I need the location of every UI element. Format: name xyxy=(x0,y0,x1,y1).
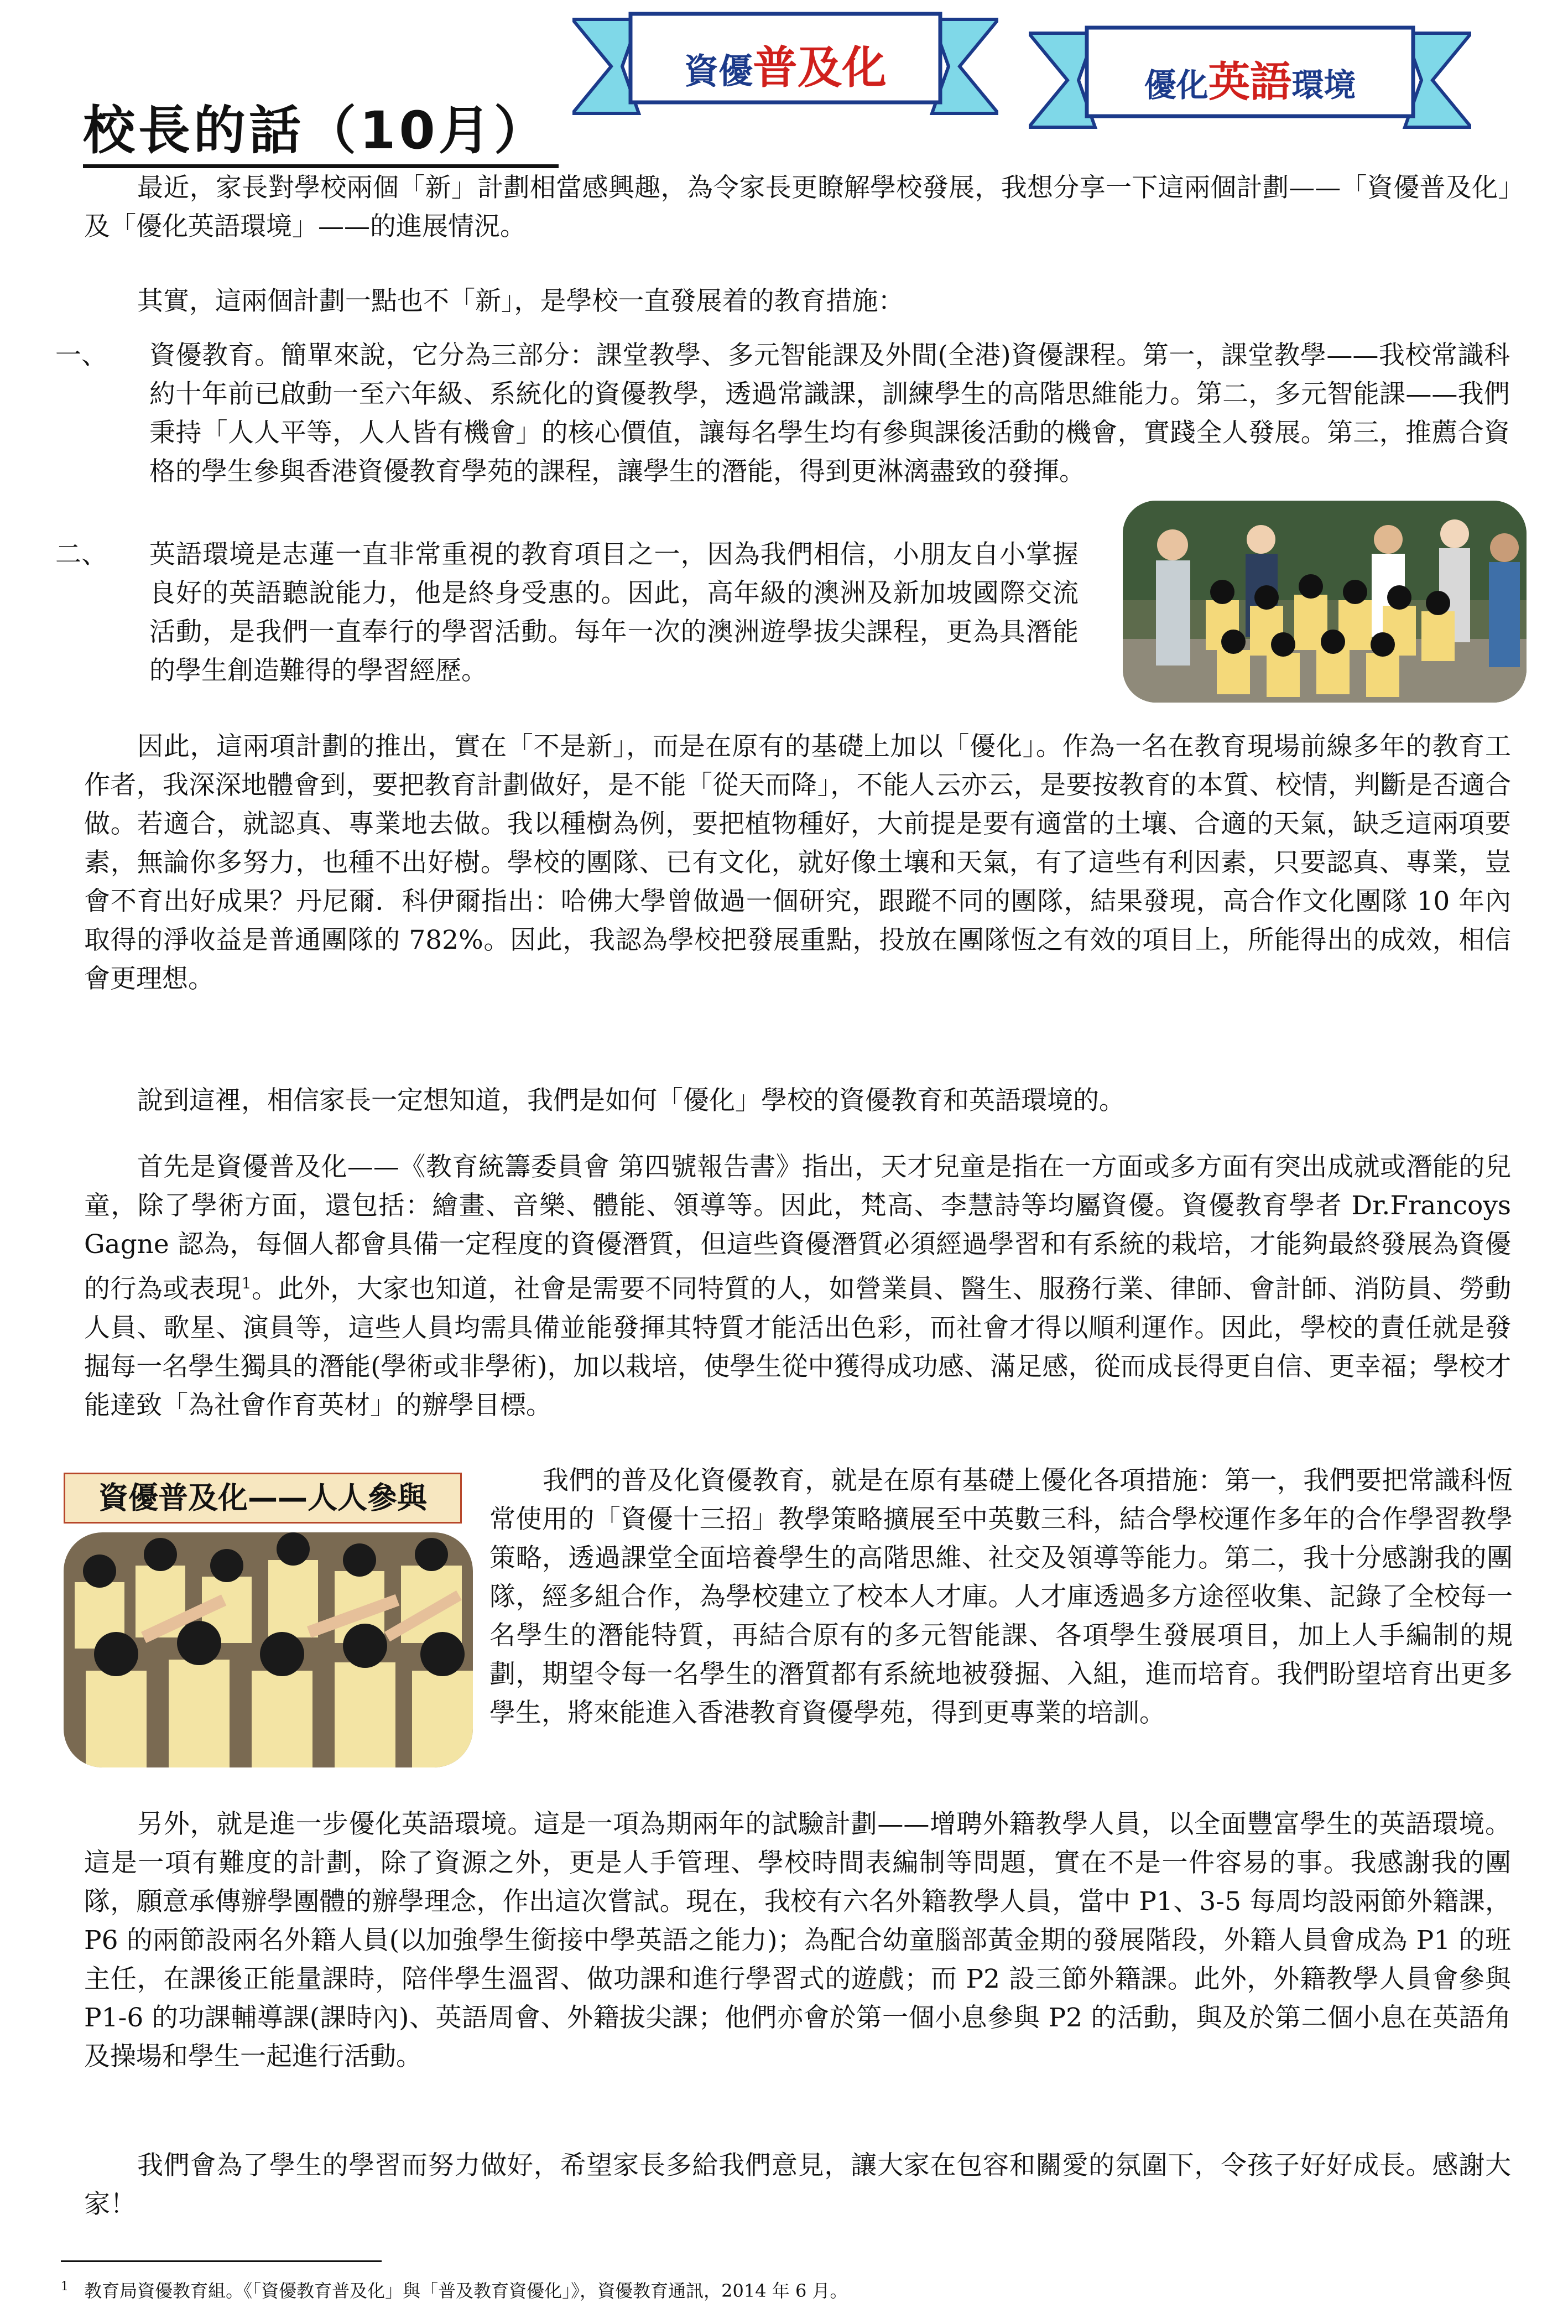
photo-caption: 資優普及化——人人參與 xyxy=(64,1473,462,1524)
list-number: 二、 xyxy=(55,539,107,570)
list-item xyxy=(55,336,1510,491)
list-number: 一、 xyxy=(55,340,107,371)
page-title: 校長的話（10月） xyxy=(83,89,559,168)
list-item-text: 資優教育。簡單來說，它分為三部分：課堂教學、多元智能課及外間(全港)資優課程。第一，課堂教學——我校常識科約十年前已啟動一至六年級、系統化的資優教學，透過常識課，訓練學生的高階思維能力。第二，多元智能課——我們秉持「人人平等，人人皆有機會」的核心價值，讓每名學生均有參與課後活動的機會，實踐全人發展。第三，推薦合資格的學生參與香港資優教育學苑的課程，讓學生的潛能，得到更淋漓盡致的發揮。 xyxy=(149,340,1510,487)
group-photo-image xyxy=(1123,501,1527,703)
optimize-paragraph: 因此，這兩項計劃的推出，實在「不是新」，而是在原有的基礎上加以「優化」。作為一名在教育現場前線多年的教育工作者，我深深地體會到，要把教育計劃做好，是不能「從天而降」，不能人云亦云，是要按教育的本質、校情，判斷是否適合做。若適合，就認真、專業地去做。我以種樹為例，要把植物種好，大前提是要有適當的土壤、合適的天氣，缺乏這兩項要素，無論你多努力，也種不出好樹。學校的團隊、已有文化，就好像土壤和天氣，有了這些有利因素，只要認真、專業，豈會不育出好成果？丹尼爾．科伊爾指出：哈佛大學曾做過一個研究，跟蹤不同的團隊，結果發現，高合作文化團隊 10 年內取得的淨收益是普通團隊的 782%。因此，我認為學校把發展重點，投放在團隊恆之有效的項目上，所能得出的成效，相信會更理想。 xyxy=(84,731,1511,994)
students-photo-image xyxy=(64,1532,473,1767)
gifted-text-tail: 。此外，大家也知道，社會是需要不同特質的人，如營業員、醫生、服務行業、律師、會計師、消防員、勞動人員、歌星、演員等，這些人員均需具備並能發揮其特質才能活出色彩，而社會才得以順利運作。因此，學校的責任就是發掘每一名學生獨具的潛能(學術或非學術)，加以栽培，使學生從中獲得成功感、滿足感，從而成長得更自信、更幸福；學校才能達致「為社會作育英材」的辦學目標。 xyxy=(84,1273,1511,1421)
measures-paragraph: 我們的普及化資優教育，就是在原有基礎上優化各項措施：第一，我們要把常識科恆常使用的「資優十三招」教學策略擴展至中英數三科，結合學校運作多年的合作學習教學策略，透過課堂全面培養學生的高階思維、社交及領導等能力。第二，我十分感謝我的團隊，經多組合作，為學校建立了校本人才庫。人才庫透過多方途徑收集、記錄了全校每一名學生的潛能特質，再結合原有的多元智能課、各項學生發展項目，加上人手編制的規劃，期望令每一名學生的潛質都有系統地被發掘、入組，進而培育。我們盼望培育出更多學生，將來能進入香港教育資優學苑，得到更專業的培訓。 xyxy=(489,1465,1513,1728)
gifted-text: 首先是資優普及化——《教育統籌委員會 第四號報告書》指出，天才兒童是指在一方面或多方面有突出成就或潛能的兒童，除了學術方面，還包括：繪畫、音樂、體能、領導等。因此，梵高、李慧詩等均屬資優。資優教育學者 Dr.Francoys Gagne 認為，每個人都會具備一定程度的資優潛質，但這些資優潛質必須經過學習和有系統的栽培，才能夠最終發展為資優的行為或表現 xyxy=(84,1152,1511,1304)
gifted-paragraph xyxy=(84,1148,1511,1425)
list-item xyxy=(55,535,1079,690)
banner-english xyxy=(1029,25,1471,136)
footnote-ref: 1 xyxy=(241,1274,252,1292)
closing-paragraph: 我們會為了學生的學習而努力做好，希望家長多給我們意見，讓大家在包容和關愛的氛圍下，令孩子好好成長。感謝大家！ xyxy=(84,2150,1511,2219)
list-item-text: 英語環境是志蓮一直非常重視的教育項目之一，因為我們相信，小朋友自小掌握良好的英語聽說能力，他是終身受惠的。因此，高年級的澳洲及新加坡國際交流活動，是我們一直奉行的學習活動。每年一次的澳洲遊學拔尖課程，更為具潛能的學生創造難得的學習經歷。 xyxy=(149,539,1079,686)
footnote-number: 1 xyxy=(61,2280,69,2294)
group-photo xyxy=(1123,501,1527,703)
question-paragraph: 說到這裡，相信家長一定想知道，我們是如何「優化」學校的資優教育和英語環境的。 xyxy=(137,1085,1125,1116)
students-photo xyxy=(64,1532,473,1767)
footnote xyxy=(61,2275,848,2303)
footnote-divider xyxy=(61,2260,382,2262)
banner-english-label: 優化英語環境 xyxy=(1144,58,1356,106)
intro-paragraph: 最近，家長對學校兩個「新」計劃相當感興趣，為令家長更瞭解學校發展，我想分享一下這兩個計劃——「資優普及化」及「優化英語環境」——的進展情況。 xyxy=(84,173,1511,242)
footnote-text: 教育局資優教育組。《「資優教育普及化」與「普及教育資優化」》，資優教育通訊，2014 年 6 月。 xyxy=(84,2280,848,2301)
english-paragraph: 另外，就是進一步優化英語環境。這是一項為期兩年的試驗計劃——增聘外籍教學人員，以全面豐富學生的英語環境。這是一項有難度的計劃，除了資源之外，更是人手管理、學校時間表編制等問題，實在不是一件容易的事。我感謝我的團隊，願意承傳辦學團體的辦學理念，作出這次嘗試。現在，我校有六名外籍教學人員，當中 P1、3-5 每周均設兩節外籍課，P6 的兩節設兩名外籍人員(以加強學生銜接中學英語之能力)；為配合幼童腦部黃金期的發展階段，外籍人員會成為 P1 的班主任，在課後正能量課時，陪伴學生溫習、做功課和進行學習式的遊戲；而 P2 設三節外籍課。此外，外籍教學人員會參與 P1-6 的功課輔導課(課時內)、英語周會、外籍拔尖課；他們亦會於第一個小息參與 P2 的活動，與及於第二個小息在英語角及操場和學生一起進行活動。 xyxy=(84,1809,1511,2072)
banner-gifted-label: 資優普及化 xyxy=(684,42,887,94)
not-new-paragraph: 其實，這兩個計劃一點也不「新」，是學校一直發展着的教育措施： xyxy=(137,286,904,316)
banner-gifted xyxy=(572,11,998,122)
